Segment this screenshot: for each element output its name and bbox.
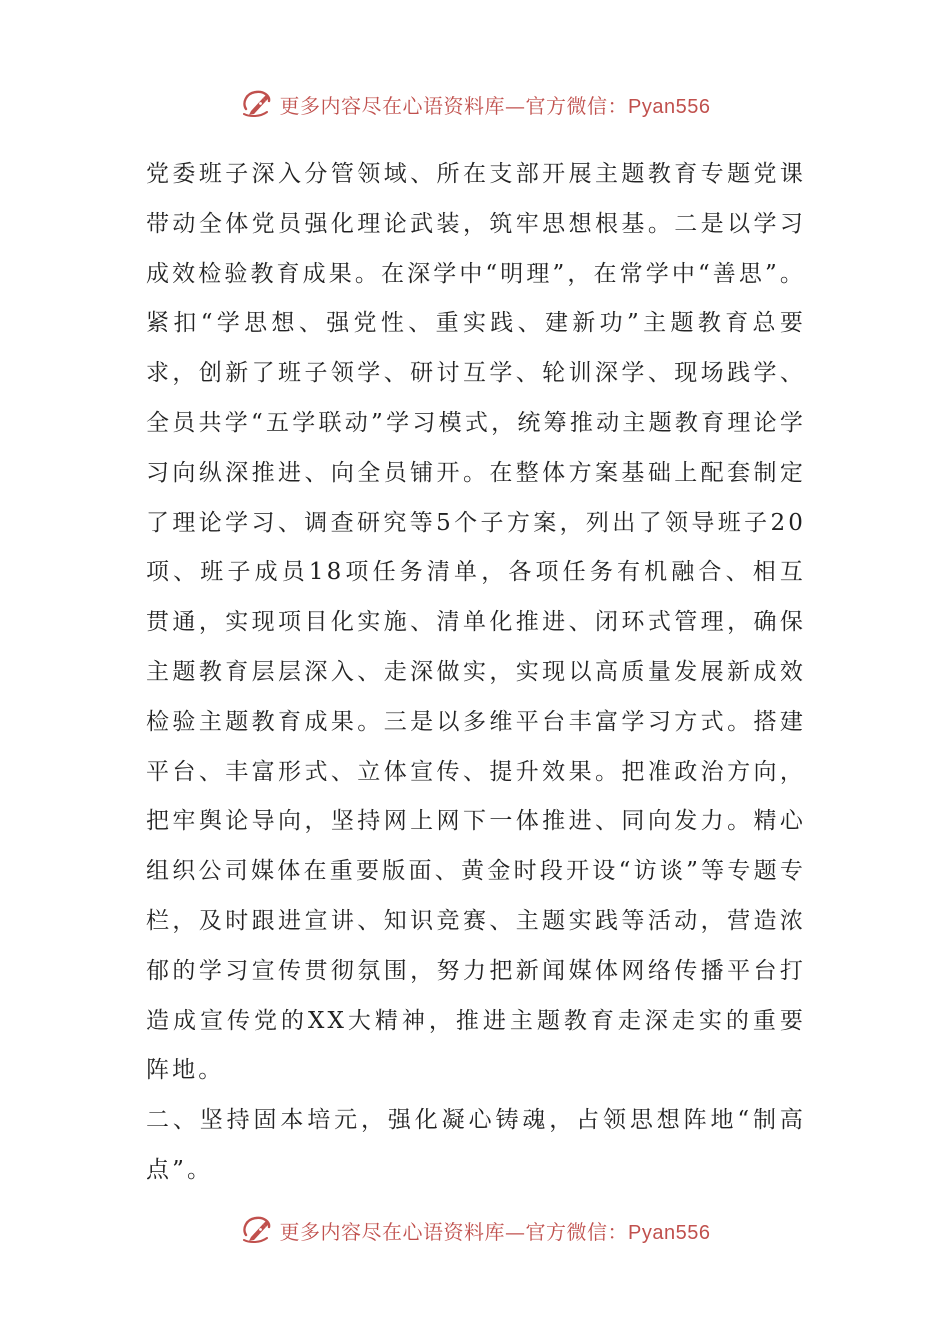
footer-wechat-id: Pyan556 bbox=[628, 1221, 711, 1244]
footer-banner-label: 更多内容尽在心语资料库—官方微信： bbox=[279, 1219, 629, 1244]
body-paragraph: 党委班子深入分管领域、所在支部开展主题教育专题党课带动全体党员强化理论武装，筑牢思想根基。二是以学习成效检验教育成果。在深学中“明理”，在常学中“善思”。紧扣“学思想、强党性、重实践、建新功”主题教育总要求，创新了班子领学、研讨互学、轮训深学、现场践学、全员共学“五学联动”学习模式，统筹推动主题教育理论学习向纵深推进、向全员铺开。在整体方案基础上配套制定了理论学习、调查研究等5个子方案，列出了领导班子20项、班子成员18项任务清单，各项任务有机融合、相互贯通，实现项目化实施、清单化推进、闭环式管理，确保主题教育层层深入、走深做实，实现以高质量发展新成效检验主题教育成果。三是以多维平台丰富学习方式。搭建平台、丰富形式、立体宣传、提升效果。把准政治方向，把牢舆论导向，坚持网上网下一体推进、同向发力。精心组织公司媒体在重要版面、黄金时段开设“访谈”等专题专栏，及时跟进宣讲、知识竞赛、主题实践等活动，营造浓郁的学习宣传贯彻氛围，努力把新闻媒体网络传播平台打造成宣传党的XX大精神，推进主题教育走深走实的重要阵地。 bbox=[146, 161, 806, 1084]
document-body bbox=[146, 150, 806, 1196]
header-banner-text bbox=[280, 90, 711, 119]
header-wechat-id: Pyan556 bbox=[628, 95, 711, 118]
footer-banner-text bbox=[280, 1216, 711, 1245]
pen-nib-logo-icon bbox=[240, 1213, 274, 1247]
header-banner bbox=[0, 84, 950, 124]
section-heading: 二、坚持固本培元，强化凝心铸魂，占领思想阵地“制高点”。 bbox=[146, 1107, 806, 1183]
header-banner-label: 更多内容尽在心语资料库—官方微信： bbox=[279, 93, 629, 118]
footer-banner bbox=[0, 1210, 950, 1250]
pen-nib-logo-icon bbox=[240, 87, 274, 121]
